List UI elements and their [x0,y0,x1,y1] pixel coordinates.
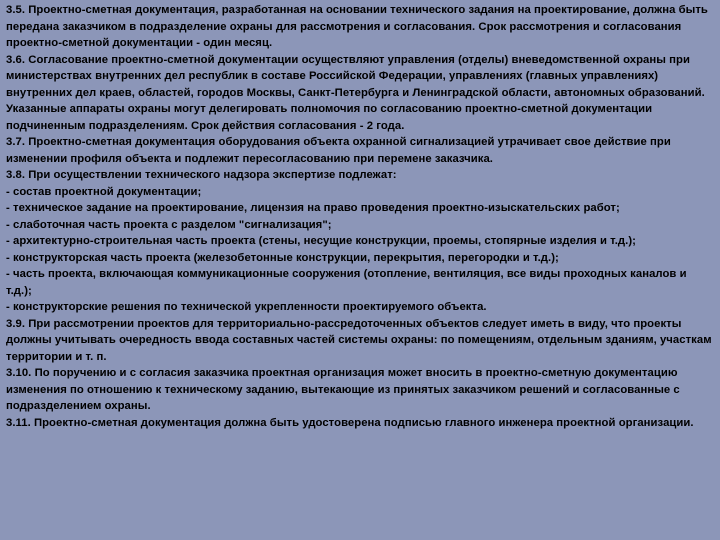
paragraph-3-7: 3.7. Проектно-сметная документация оборудования объекта охранной сигнализацией утрачивает свое действие при изменении профиля объекта и подлежит пересогласованию при перемене заказчика. [6,136,671,165]
paragraph-3-8: 3.8. При осуществлении технического надзора экспертизе подлежат: [6,169,397,181]
list-item-fortification: - конструкторские решения по технической укрепленности проектируемого объекта. [6,301,487,313]
paragraph-3-5: 3.5. Проектно-сметная документация, разработанная на основании технического задания на проектирование, должна быть передана заказчиком в подразделение охраны для рассмотрения и согласования. Срок рассмотрения и согласования проектно-сметной документации - один месяц. [6,4,708,49]
paragraph-3-6: 3.6. Согласование проектно-сметной документации осуществляют управления (отделы) вневедомственной охраны при министерствах внутренних дел республик в составе Российской Федерации, управлениях (главных управлениях) внутренних дел краев, областей, городов Москвы, Санкт-Петербурга и Ленинградской области, автономных образований. [6,53,705,99]
list-item-low-current: - слаботочная часть проекта с разделом "сигнализация"; [6,218,332,231]
list-item-communications: - часть проекта, включающая коммуникационные сооружения (отопление, вентиляция, все виды проходных каналов и т.д.); [6,268,687,297]
list-item-structural: - конструкторская часть проекта (железобетонные конструкции, перекрытия, перегородки и т.д.); [6,251,559,264]
paragraph-3-11: 3.11. Проектно-сметная документация должна быть удостоверена подписью главного инженера проектной организации. [6,416,694,429]
paragraph-3-9: 3.9. При рассмотрении проектов для территориально-рассредоточенных объектов следует иметь в виду, что проекты должны учитывать очередность ввода составных частей системы охраны: по помещениям, отдельным зданиям, участкам территории и т. п. [6,317,712,363]
list-item-project-composition: - состав проектной документации; [6,185,202,198]
list-item-technical-assignment: - техническое задание на проектирование, лицензия на право проведения проектно-изыскательских работ; [6,202,620,214]
paragraph-3-10: 3.10. По поручению и с согласия заказчика проектная организация может вносить в проектно-сметную документацию изменения по отношению к техническому заданию, вытекающие из принятых заказчиком решений и согласованные с подразделением охраны. [6,367,680,412]
list-item-architectural: - архитектурно-строительная часть проекта (стены, несущие конструкции, проемы, стопярные изделия и т.д.); [6,235,636,247]
paragraph-delegation: Указанные аппараты охраны могут делегировать полномочия по согласованию проектно-сметной документации подчиненным подразделениям. Срок действия согласования - 2 года. [6,103,653,132]
